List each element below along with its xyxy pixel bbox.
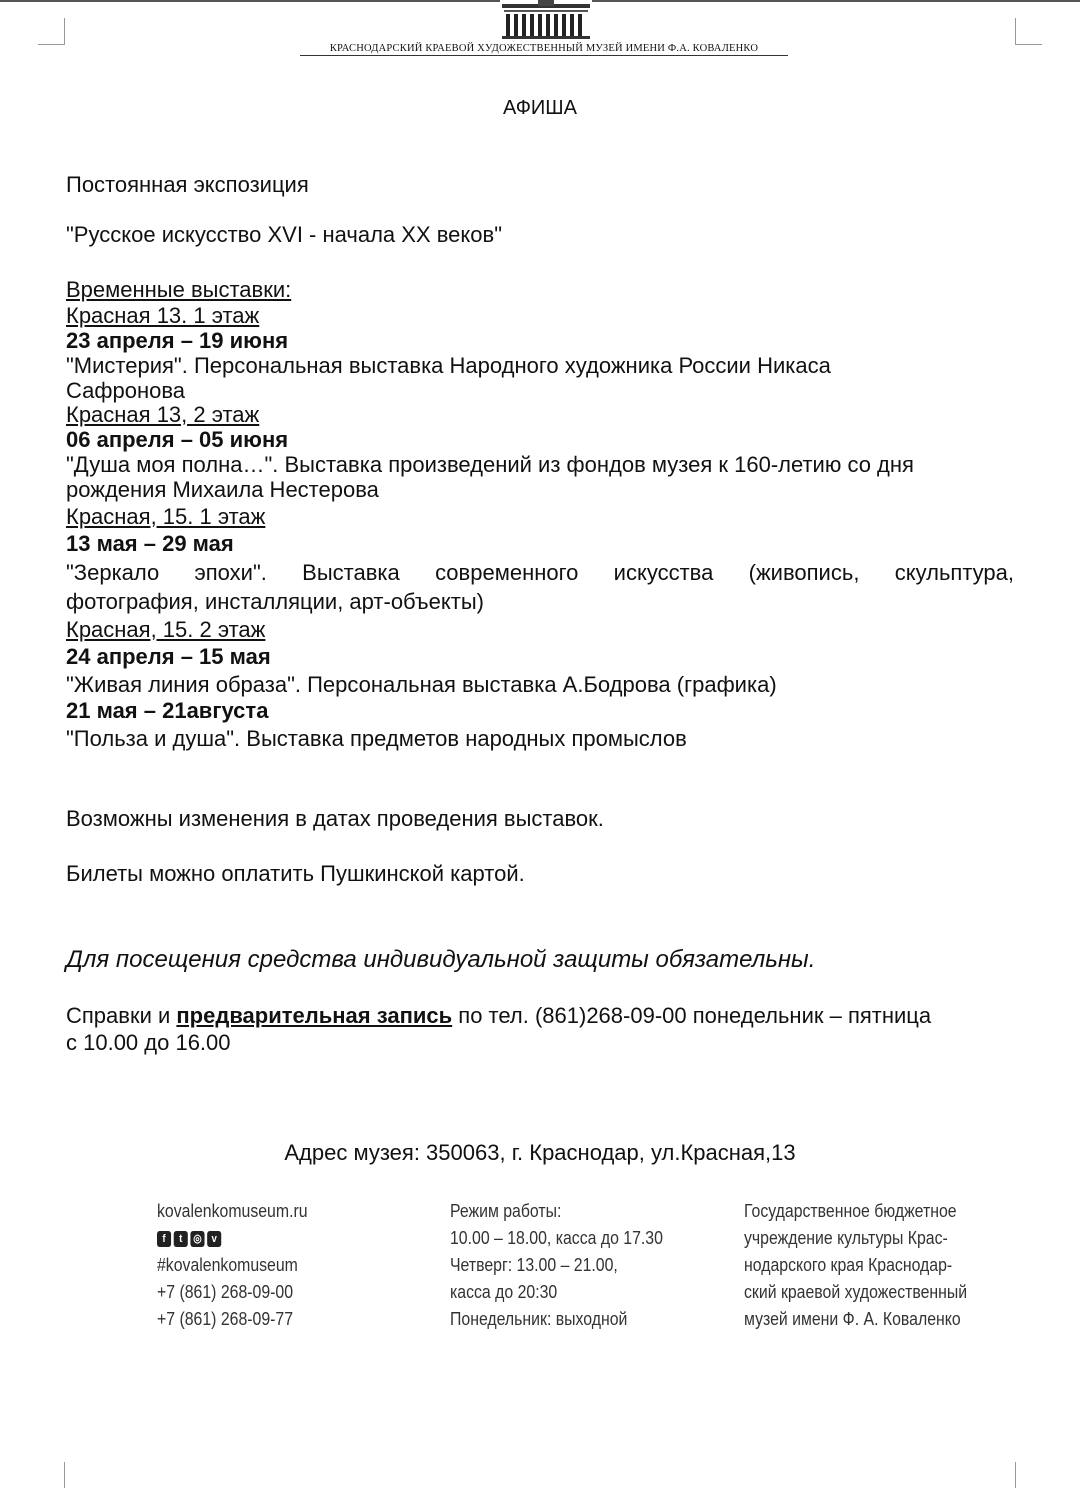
footer-contacts — [157, 1198, 308, 1333]
social-icons — [157, 1231, 221, 1247]
facebook-icon[interactable]: f — [157, 1231, 171, 1247]
institution-line: учреждение культуры Крас- — [744, 1228, 948, 1248]
word: искусства — [613, 560, 714, 585]
permanent-exhibition: "Русское искусство XVI - начала XX веков" — [66, 222, 503, 247]
institution-line: ский краевой художественный — [744, 1282, 968, 1302]
crop-mark-top-right — [1015, 18, 1042, 45]
instagram-icon[interactable]: ◎ — [190, 1231, 204, 1247]
word: современного — [435, 560, 579, 585]
word: эпохи". — [194, 560, 267, 585]
exhibition-1-line1: "Мистерия". Персональная выставка Народного художника России Никаса — [66, 353, 831, 378]
protection-note: Для посещения средства индивидуальной защиты обязательны. — [66, 946, 816, 973]
dates-3: 13 мая – 29 мая — [66, 531, 234, 556]
museum-building-logo — [500, 0, 592, 40]
phone-1: +7 (861) 268-09-00 — [157, 1282, 294, 1302]
location-1: Красная 13. 1 этаж — [66, 303, 260, 328]
pre-registration-link[interactable]: предварительная запись — [176, 1003, 453, 1028]
word: Выставка — [302, 560, 400, 585]
word: "Зеркало — [66, 560, 160, 585]
hours-line: Понедельник: выходной — [450, 1309, 628, 1329]
word: (живопись, — [748, 560, 860, 585]
permanent-heading: Постоянная экспозиция — [66, 172, 309, 197]
website-link[interactable]: kovalenkomuseum.ru — [157, 1201, 308, 1221]
dates-4: 24 апреля – 15 мая — [66, 644, 271, 669]
crop-mark-bottom-right — [1015, 1462, 1042, 1488]
footer-institution — [744, 1198, 967, 1333]
vk-icon[interactable]: v — [207, 1231, 221, 1247]
changes-note: Возможны изменения в датах проведения выставок. — [66, 806, 604, 831]
exhibition-4: "Живая линия образа". Персональная выставка А.Бодрова (графика) — [66, 672, 777, 697]
location-4: Красная, 15. 2 этаж — [66, 617, 266, 642]
info-suffix: по тел. (861)268-09-00 понедельник – пятница — [452, 1003, 932, 1028]
crop-mark-bottom-left — [38, 1462, 65, 1488]
hours-line: Четверг: 13.00 – 21.00, — [450, 1255, 618, 1275]
exhibition-5: "Польза и душа". Выставка предметов народных промыслов — [66, 726, 687, 751]
institution-line: музей имени Ф. А. Коваленко — [744, 1309, 961, 1329]
crop-mark-top-left — [38, 18, 65, 45]
dates-5: 21 мая – 21августа — [66, 698, 269, 723]
hours-line: Режим работы: — [450, 1201, 562, 1221]
dates-1: 23 апреля – 19 июня — [66, 328, 289, 353]
twitter-icon[interactable]: t — [174, 1231, 188, 1247]
info-line-1 — [66, 1003, 931, 1028]
phone-2: +7 (861) 268-09-77 — [157, 1309, 294, 1329]
info-prefix: Справки и — [66, 1003, 177, 1028]
institution-line: нодарского края Краснодар- — [744, 1255, 953, 1275]
dates-2: 06 апреля – 05 июня — [66, 427, 289, 452]
exhibition-2-line1: "Душа моя полна…". Выставка произведений из фондов музея к 160-летию со дня — [66, 452, 914, 477]
footer-hours — [450, 1198, 663, 1333]
exhibition-3-line1 — [66, 560, 1014, 585]
pushkin-card-note: Билеты можно оплатить Пушкинской картой. — [66, 861, 525, 886]
hours-line: 10.00 – 18.00, касса до 17.30 — [450, 1228, 663, 1248]
temporary-heading: Временные выставки: — [66, 277, 292, 302]
museum-address: Адрес музея: 350063, г. Краснодар, ул.Красная,13 — [284, 1140, 796, 1165]
location-2: Красная 13, 2 этаж — [66, 402, 260, 427]
institution-line: Государственное бюджетное — [744, 1201, 957, 1221]
hashtag: #kovalenkomuseum — [157, 1255, 298, 1275]
info-line-2: с 10.00 до 16.00 — [66, 1030, 231, 1055]
word: скульптура, — [894, 560, 1014, 585]
location-3: Красная, 15. 1 этаж — [66, 504, 266, 529]
page-title: АФИША — [503, 97, 577, 119]
exhibition-3-line2: фотография, инсталляции, арт-объекты) — [66, 589, 484, 614]
hours-line: касса до 20:30 — [450, 1282, 558, 1302]
exhibition-2-line2: рождения Михаила Нестерова — [66, 477, 379, 502]
museum-name-header: КРАСНОДАРСКИЙ КРАЕВОЙ ХУДОЖЕСТВЕННЫЙ МУЗЕЙ ИМЕНИ Ф.А. КОВАЛЕНКО — [300, 43, 788, 56]
exhibition-1-line2: Сафронова — [66, 378, 186, 403]
